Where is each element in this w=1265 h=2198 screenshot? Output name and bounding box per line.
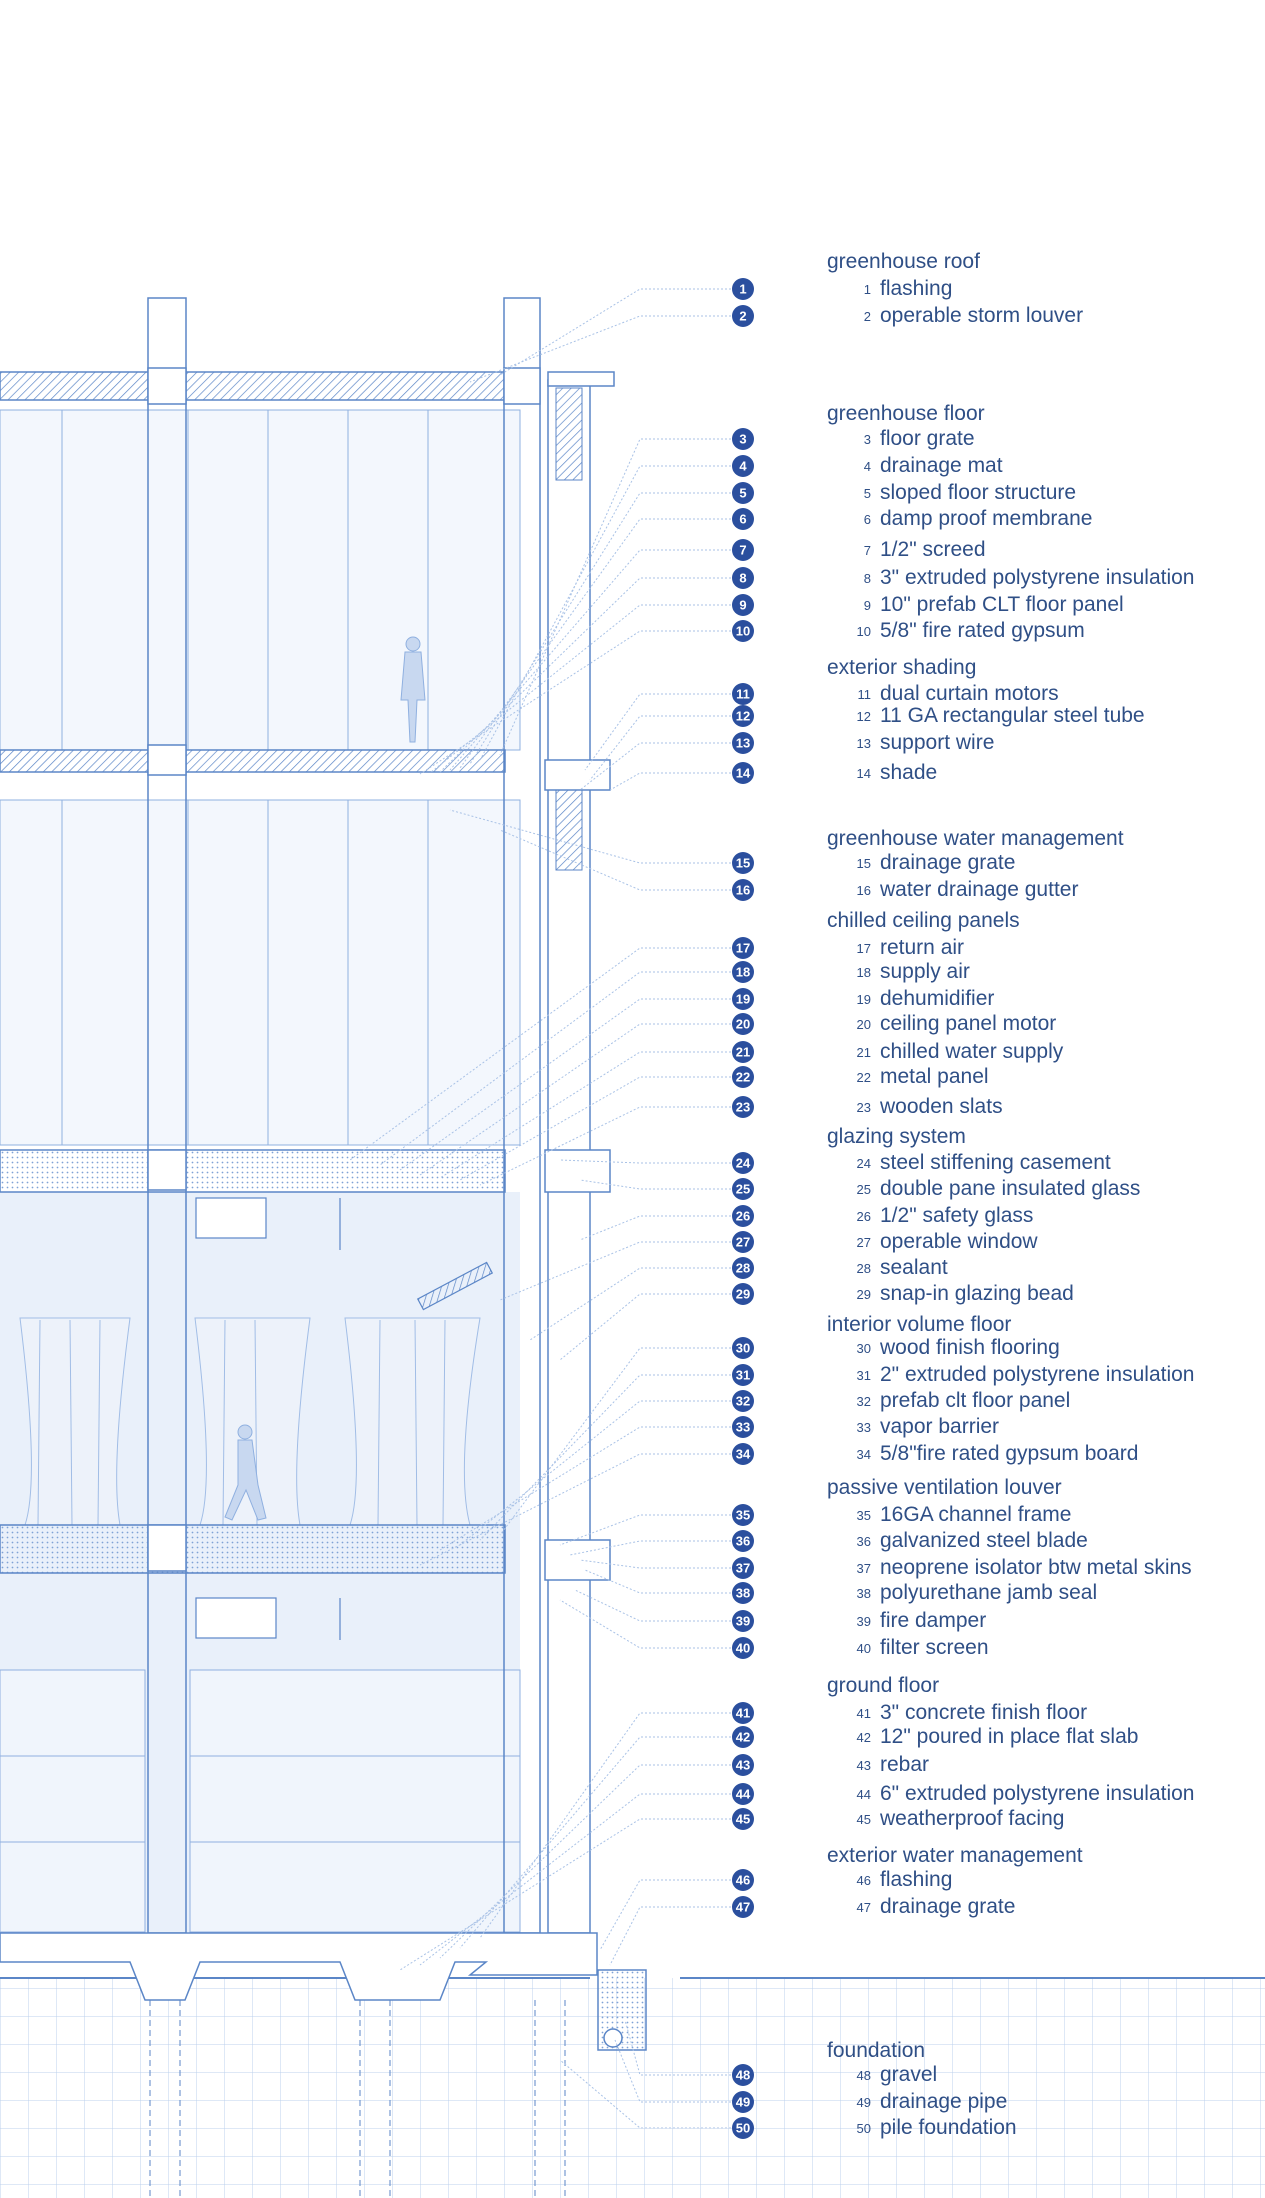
legend-item-number: 42 [856, 1730, 871, 1745]
ground-floor-panels [0, 1670, 520, 1932]
legend-item-number: 25 [856, 1182, 871, 1197]
legend-item-label: filter screen [880, 1636, 989, 1659]
legend-item-number: 34 [856, 1447, 871, 1462]
legend-item-label: sealant [880, 1256, 948, 1279]
roof-slab [0, 368, 614, 404]
callout-badge-number: 12 [735, 708, 751, 724]
legend-item-label: galvanized steel blade [880, 1529, 1088, 1552]
legend-item-number: 5 [863, 486, 871, 501]
legend-item-number: 38 [856, 1586, 871, 1601]
legend-item-label: drainage mat [880, 454, 1003, 477]
callout-badge [732, 2064, 754, 2086]
callout-badge [732, 852, 754, 874]
callout-badge [732, 1066, 754, 1088]
callout-badge-number: 13 [735, 735, 751, 751]
callout-badge [732, 1337, 754, 1359]
callout-badge [732, 1178, 754, 1200]
callout-badge [732, 539, 754, 561]
legend-item-label: prefab clt floor panel [880, 1389, 1071, 1412]
legend-item-number: 1 [863, 282, 871, 297]
legend-item-number: 17 [856, 941, 871, 956]
legend-item-label: 16GA channel frame [880, 1503, 1072, 1526]
callout-badge-number: 32 [735, 1393, 751, 1409]
callout-badge-number: 21 [735, 1044, 751, 1060]
legend-item-label: snap-in glazing bead [880, 1282, 1074, 1305]
legend-item-label: supply air [880, 960, 970, 983]
callout-badge-number: 38 [735, 1585, 751, 1601]
callout-badge-number: 44 [735, 1786, 751, 1802]
callout-badge-number: 5 [739, 485, 747, 501]
legend-item-label: 6" extruded polystyrene insulation [880, 1782, 1195, 1805]
callout-badge-number: 45 [735, 1811, 751, 1827]
callout-badge [732, 1783, 754, 1805]
legend-group-title: interior volume floor [827, 1313, 1012, 1336]
legend-item-number: 32 [856, 1394, 871, 1409]
legend-item-number: 48 [856, 2068, 871, 2083]
callout-badge [732, 1390, 754, 1412]
callout-badge-number: 33 [735, 1419, 751, 1435]
leader-line [500, 830, 731, 890]
callout-badge [732, 937, 754, 959]
legend-item-label: neoprene isolator btw metal skins [880, 1556, 1192, 1579]
legend-item-label: 11 GA rectangular steel tube [880, 704, 1145, 727]
legend-item-number: 4 [863, 459, 871, 474]
callout-badge-number: 31 [735, 1367, 751, 1383]
legend-item-label: 12" poured in place flat slab [880, 1725, 1139, 1748]
callout-badge-number: 23 [735, 1099, 751, 1115]
legend-item-number: 46 [856, 1873, 871, 1888]
legend-item-number: 29 [856, 1287, 871, 1302]
legend-item-number: 20 [856, 1017, 871, 1032]
legend-item-label: steel stiffening casement [880, 1151, 1111, 1174]
legend-item-label: 5/8"fire rated gypsum board [880, 1442, 1139, 1465]
callout-badge-number: 9 [739, 597, 747, 613]
callout-badge [732, 1416, 754, 1438]
callout-badge [732, 455, 754, 477]
callout-badge-number: 27 [735, 1234, 751, 1250]
callout-badge-number: 39 [735, 1613, 751, 1629]
leader-line [610, 1907, 731, 1965]
callout-badge-number: 8 [739, 570, 747, 586]
callout-badge-number: 37 [735, 1560, 751, 1576]
callout-badge-number: 30 [735, 1340, 751, 1356]
legend-item-number: 23 [856, 1100, 871, 1115]
callout-badge [732, 1257, 754, 1279]
legend-item-label: 1/2" screed [880, 538, 986, 561]
callout-badge-number: 17 [735, 940, 751, 956]
callout-badge [732, 1231, 754, 1253]
legend-item-label: wooden slats [880, 1095, 1003, 1118]
callout-badge-number: 48 [735, 2067, 751, 2083]
callout-badge [732, 705, 754, 727]
callout-badge [732, 1637, 754, 1659]
callout-badge [732, 1702, 754, 1724]
callout-badge [732, 879, 754, 901]
legend-item-label: return air [880, 936, 965, 959]
callout-badge [732, 1013, 754, 1035]
callout-badge-number: 22 [735, 1069, 751, 1085]
callout-badge [732, 1283, 754, 1305]
legend-item-number: 39 [856, 1614, 871, 1629]
legend-item-label: 2" extruded polystyrene insulation [880, 1363, 1195, 1386]
callout-badge [732, 508, 754, 530]
facade-louvers [556, 388, 582, 870]
legend-group-title: greenhouse floor [827, 402, 985, 425]
legend-item-number: 26 [856, 1209, 871, 1224]
legend-item-label: 5/8" fire rated gypsum [880, 619, 1085, 642]
legend-item-number: 21 [856, 1045, 871, 1060]
callout-badge-number: 43 [735, 1757, 751, 1773]
legend-group-title: foundation [827, 2039, 926, 2062]
callout-badge-number: 41 [735, 1705, 751, 1721]
legend-item-label: weatherproof facing [880, 1807, 1065, 1830]
legend-group-title: ground floor [827, 1674, 940, 1697]
leader-line [600, 1880, 731, 1950]
legend-group-title: chilled ceiling panels [827, 909, 1020, 932]
legend-item-number: 49 [856, 2095, 871, 2110]
legend-item-label: flashing [880, 1868, 953, 1891]
legend-item-label: double pane insulated glass [880, 1177, 1141, 1200]
legend-item-label: support wire [880, 731, 995, 754]
legend-item-number: 35 [856, 1508, 871, 1523]
callout-badge-number: 6 [739, 511, 747, 527]
callout-badge-number: 15 [735, 855, 751, 871]
legend-item-label: shade [880, 761, 938, 784]
legend-item-label: gravel [880, 2063, 938, 2086]
legend-item-label: chilled water supply [880, 1040, 1064, 1063]
legend-item-number: 43 [856, 1758, 871, 1773]
callout-badge [732, 1754, 754, 1776]
legend-item-number: 18 [856, 965, 871, 980]
callout-badge [732, 305, 754, 327]
leader-line [500, 289, 731, 375]
callout-badge-number: 7 [739, 542, 747, 558]
legend-item-number: 36 [856, 1534, 871, 1549]
legend-item-number: 13 [856, 736, 871, 751]
callout-badge-number: 11 [736, 686, 750, 702]
callout-badge [732, 428, 754, 450]
callout-badge [732, 988, 754, 1010]
callout-badge-number: 24 [735, 1155, 751, 1171]
leader-line [560, 1600, 731, 1648]
legend-item-label: operable storm louver [880, 304, 1084, 327]
leader-line [530, 1268, 731, 1340]
legend-group-title: greenhouse roof [827, 250, 980, 273]
callout-badge-number: 3 [739, 431, 747, 447]
callout-badge-number: 36 [735, 1533, 751, 1549]
leader-line [575, 1590, 731, 1621]
callout-badge [732, 1443, 754, 1465]
legend-item-number: 22 [856, 1070, 871, 1085]
legend-item-label: 3" extruded polystyrene insulation [880, 566, 1195, 589]
callout-badge [732, 1504, 754, 1526]
callout-badge [732, 2117, 754, 2139]
legend-group-title: greenhouse water management [827, 827, 1124, 850]
legend-item-number: 30 [856, 1341, 871, 1356]
legend-item-label: ceiling panel motor [880, 1012, 1057, 1035]
leader-line [500, 1242, 731, 1300]
callout-badge [732, 732, 754, 754]
leader-line [590, 716, 731, 780]
legend-item-number: 3 [863, 432, 871, 447]
legend-item-number: 7 [863, 543, 871, 558]
callout-badge-number: 2 [739, 308, 747, 324]
legend-item-label: drainage pipe [880, 2090, 1008, 2113]
leader-line [500, 439, 731, 755]
callout-badge-number: 28 [735, 1260, 751, 1276]
callout-badge [732, 1096, 754, 1118]
legend-item-number: 8 [863, 571, 871, 586]
callout-badge-number: 14 [735, 765, 751, 781]
legend-item-label: dehumidifier [880, 987, 995, 1010]
greenhouse-glazing [0, 410, 520, 1145]
legend-item-number: 45 [856, 1812, 871, 1827]
legend-item-label: fire damper [880, 1609, 987, 1632]
callout-badge [732, 1557, 754, 1579]
callout-badge [732, 1582, 754, 1604]
legend-item-label: 3" concrete finish floor [880, 1701, 1088, 1724]
legend-item-label: metal panel [880, 1065, 989, 1088]
legend-item-label: dual curtain motors [880, 682, 1059, 705]
callout-badge [732, 1610, 754, 1632]
callout-badge [732, 278, 754, 300]
callout-badges [732, 278, 754, 2139]
callout-badge-number: 50 [735, 2120, 751, 2136]
callout-badge [732, 620, 754, 642]
callout-badge [732, 1152, 754, 1174]
callout-badge [732, 2091, 754, 2113]
legend-item-number: 50 [856, 2121, 871, 2136]
callout-badge [732, 683, 754, 705]
legend-item-label: flashing [880, 277, 953, 300]
legend-item-label: drainage grate [880, 851, 1016, 874]
legend-item-number: 12 [856, 709, 871, 724]
legend-item-number: 2 [863, 309, 871, 324]
callout-badge [732, 762, 754, 784]
legend-item-number: 41 [856, 1706, 871, 1721]
legend-item-number: 37 [856, 1561, 871, 1576]
legend-item-number: 14 [856, 766, 871, 781]
legend-item-label: polyurethane jamb seal [880, 1581, 1098, 1604]
callout-badge-number: 18 [735, 964, 751, 980]
legend-group-title: passive ventilation louver [827, 1476, 1062, 1499]
callout-badge-number: 26 [735, 1208, 751, 1224]
callout-badge-number: 16 [735, 882, 751, 898]
callout-badge [732, 1896, 754, 1918]
callout-badge-number: 34 [735, 1446, 751, 1462]
legend-item-number: 44 [856, 1787, 871, 1802]
callout-badge-number: 42 [735, 1729, 751, 1745]
callout-badge [732, 1530, 754, 1552]
callout-badge-number: 46 [735, 1872, 751, 1888]
legend-item-number: 15 [856, 856, 871, 871]
legend-item-label: 10" prefab CLT floor panel [880, 593, 1124, 616]
callout-badge [732, 1726, 754, 1748]
legend-item-label: wood finish flooring [880, 1336, 1060, 1359]
callout-badge-number: 40 [735, 1640, 751, 1656]
legend-item-number: 16 [856, 883, 871, 898]
legend-item-number: 47 [856, 1900, 871, 1915]
legend-item-number: 11 [857, 687, 871, 702]
callout-badge [732, 1869, 754, 1891]
callout-badge [732, 961, 754, 983]
legend-item-number: 6 [863, 512, 871, 527]
leader-line [610, 773, 731, 790]
legend-item-label: operable window [880, 1230, 1038, 1253]
legend-group-title: exterior shading [827, 656, 977, 679]
legend-item-label: vapor barrier [880, 1415, 1000, 1438]
legend-item-number: 10 [856, 624, 871, 639]
legend-item-label: drainage grate [880, 1895, 1016, 1918]
legend-item-number: 24 [856, 1156, 871, 1171]
legend-item-number: 9 [863, 598, 871, 613]
legend-item-label: 1/2" safety glass [880, 1204, 1034, 1227]
callout-badge-number: 25 [735, 1181, 751, 1197]
legend-item-label: rebar [880, 1753, 930, 1776]
callout-badge [732, 1041, 754, 1063]
callout-badge-number: 10 [735, 623, 751, 639]
legend-item-number: 33 [856, 1420, 871, 1435]
legend-group-title: exterior water management [827, 1844, 1083, 1867]
legend-item-number: 27 [856, 1235, 871, 1250]
legend-item-label: damp proof membrane [880, 507, 1093, 530]
legend-item-label: water drainage gutter [880, 878, 1079, 901]
callout-badge [732, 567, 754, 589]
legend-group-title: glazing system [827, 1125, 966, 1148]
legend-item-label: sloped floor structure [880, 481, 1077, 504]
callout-badge [732, 594, 754, 616]
callout-badge-number: 20 [735, 1016, 751, 1032]
callout-badge-number: 35 [735, 1507, 751, 1523]
legend-item-label: floor grate [880, 427, 975, 450]
callout-badge-number: 29 [735, 1286, 751, 1302]
callout-badge-number: 4 [739, 458, 747, 474]
callout-badge-number: 49 [735, 2094, 751, 2110]
legend-item-number: 31 [856, 1368, 871, 1383]
callout-badge [732, 1205, 754, 1227]
callout-badge-number: 47 [735, 1899, 751, 1915]
legend-item-number: 28 [856, 1261, 871, 1276]
callout-badge [732, 482, 754, 504]
legend-item-label: pile foundation [880, 2116, 1017, 2139]
leader-line [580, 1216, 731, 1240]
callout-badge-number: 19 [735, 991, 751, 1007]
callout-badge-number: 1 [739, 281, 747, 297]
callout-badge [732, 1364, 754, 1386]
callout-badge [732, 1808, 754, 1830]
legend-item-number: 40 [856, 1641, 871, 1656]
legend-item-number: 19 [856, 992, 871, 1007]
